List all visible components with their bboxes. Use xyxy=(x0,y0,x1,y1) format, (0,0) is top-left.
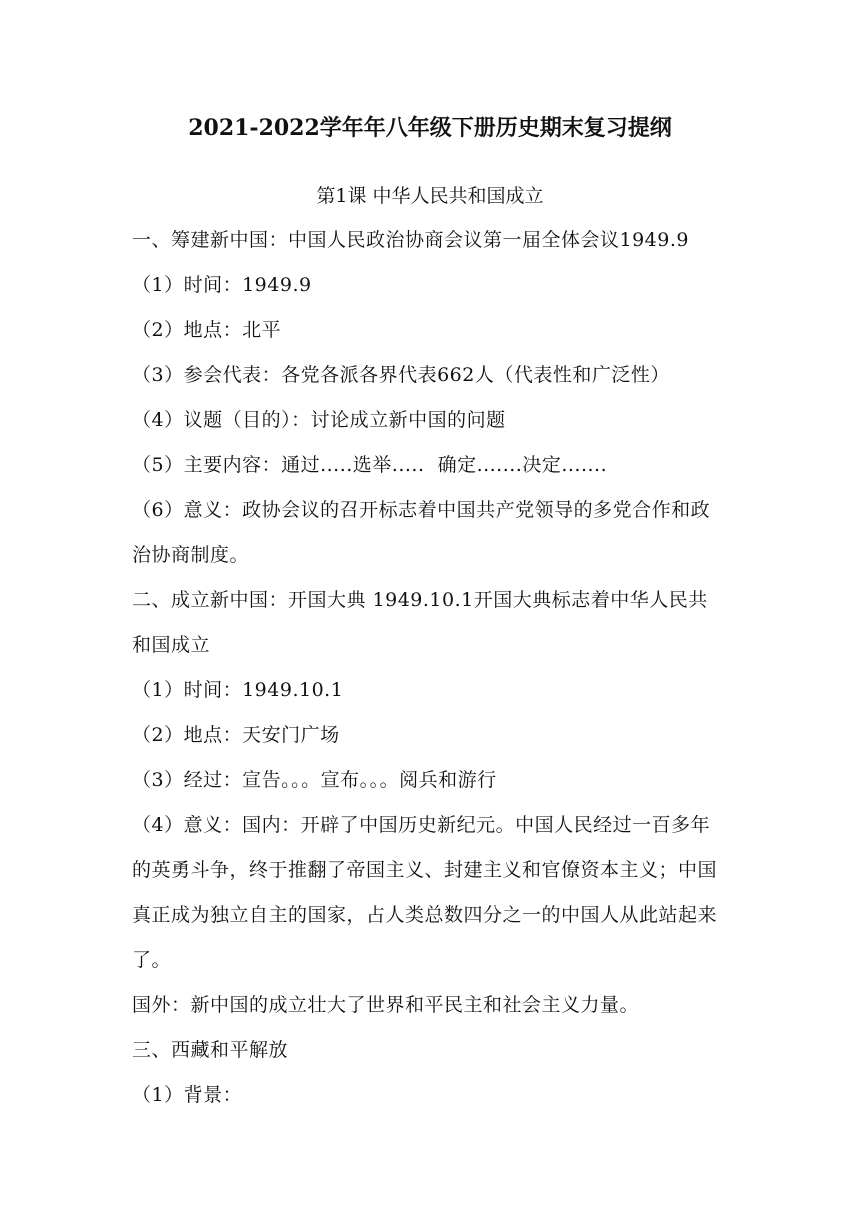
paragraph-line: （2）地点：北平 xyxy=(132,319,282,341)
paragraph-line: 了。 xyxy=(132,949,172,971)
paragraph-line: 和国成立 xyxy=(132,634,211,656)
paragraph-line: （6）意义：政协会议的召开标志着中国共产党领导的多党合作和政 xyxy=(132,499,711,521)
paragraph-line: （4）意义：国内：开辟了中国历史新纪元。中国人民经过一百多年 xyxy=(132,814,711,836)
lesson-heading: 第1课 中华人民共和国成立 xyxy=(316,185,544,207)
paragraph-line: （2）地点：天安门广场 xyxy=(132,724,340,746)
paragraph-line: 国外：新中国的成立壮大了世界和平民主和社会主义力量。 xyxy=(132,994,640,1016)
section-heading: 一、筹建新中国：中国人民政治协商会议第一届全体会议1949.9 xyxy=(132,229,689,251)
paragraph-line: （5）主要内容：通过.....选举..... 确定.......决定....... xyxy=(132,454,608,476)
paragraph-line: （4）议题（目的）：讨论成立新中国的问题 xyxy=(132,409,506,431)
document-title: 2021-2022学年年八年级下册历史期末复习提纲 xyxy=(188,115,672,141)
paragraph-line: （3）经过：宣告。。。宣布。。。阅兵和游行 xyxy=(132,769,497,791)
paragraph-line: 治协商制度。 xyxy=(132,544,250,566)
paragraph-line: 真正成为独立自主的国家，占人类总数四分之一的中国人从此站起来 xyxy=(132,904,718,926)
paragraph-line: （1）时间：1949.10.1 xyxy=(132,679,344,701)
paragraph-line: 的英勇斗争，终于推翻了帝国主义、封建主义和官僚资本主义；中国 xyxy=(132,859,718,881)
section-heading: 二、成立新中国：开国大典 1949.10.1开国大典标志着中华人民共 xyxy=(132,589,708,611)
section-heading: 三、西藏和平解放 xyxy=(132,1039,289,1061)
paragraph-line: （3）参会代表：各党各派各界代表662人（代表性和广泛性） xyxy=(132,364,670,386)
paragraph-line: （1）时间：1949.9 xyxy=(132,274,312,296)
paragraph-line: （1）背景： xyxy=(132,1084,243,1106)
